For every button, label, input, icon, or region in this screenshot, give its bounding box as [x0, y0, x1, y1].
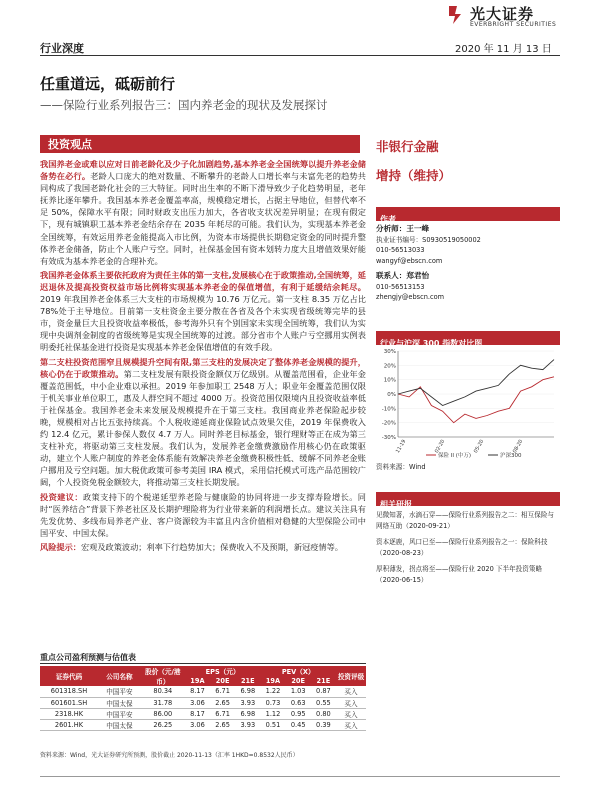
table-header: 股价（元/港币）	[141, 666, 185, 686]
table-cell: 2.65	[210, 719, 235, 730]
sector-rating: 增持（维持）	[376, 168, 452, 183]
brand-name: 光大证券	[470, 5, 535, 23]
x-tick-label: 05-20	[472, 438, 486, 455]
table-cell: 601601.SH	[40, 697, 98, 708]
table-header: 证券代码	[40, 666, 98, 686]
paragraph-3	[40, 356, 366, 489]
table-cell: 2318.HK	[40, 708, 98, 719]
paragraph-5-text: 宏观及政策波动；利率下行趋势加大；保费收入不及预期，新冠疫情等。	[80, 541, 343, 552]
table-title-divider	[40, 663, 366, 664]
doc-type: 行业深度	[40, 42, 84, 55]
paragraph-1	[40, 158, 366, 267]
table-header: 20E	[286, 676, 311, 686]
contact-name: 联系人：郑君怡	[376, 271, 430, 280]
related-bar	[376, 492, 560, 509]
chart-bar	[376, 331, 560, 348]
paragraph-1-text: 老龄人口庞大的绝对数量、不断攀升的老龄人口增长率与未富先老的趋势共同构成了我国老龄化社会的三大特征。同时出生率的不断下滑导致少子化趋势明显，老年抚养比逐年攀升。我国基本养老金覆盖率高，规模稳定增长，占据主导地位，但替代率不足 50%，保障水平有限；同时财政支出压力加大，各省收支状况差异明显；在现有假定下，现有城镇职工基本养老金结余存在 2035 年耗尽的可能。我们认为，实现基本养老金全国统筹，有效运用养老金能提高入市比例，为资本市场提供长期稳定资金的同时提升整体养老金储备，防止个人账户亏空。同时，社保基金国有资本划转力度大且增值效果好能有效成为基本养老金的合理补充。	[40, 171, 366, 266]
x-tick-label: 11-19	[394, 438, 408, 455]
table-cell: 86.00	[141, 708, 185, 719]
table-cell: 买入	[336, 686, 366, 697]
table-cell: 买入	[336, 708, 366, 719]
table-cell: 0.80	[311, 708, 336, 719]
table-header: 21E	[311, 676, 336, 686]
x-tick-label: 08-20	[511, 438, 525, 455]
table-title: 重点公司盈利预测与估值表	[40, 653, 136, 662]
table-cell: 6.98	[235, 708, 260, 719]
table-group-header: PEV（X）	[260, 666, 336, 676]
sector-name: 非银行金融	[376, 139, 439, 154]
analyst-phone: 010-56513033	[376, 246, 425, 254]
report-subtitle: ——保险行业系列报告三：国内养老金的现状及发展探讨	[40, 98, 328, 112]
table-cell: 0.45	[286, 719, 311, 730]
table-header: 19A	[260, 676, 285, 686]
paragraph-3-text: 第二支柱发展有限投资金额仅万亿级别。从覆盖范围看，企业年金覆盖范围低，中小企业难以承担。2019 年参加职工 2548 万人；职业年金覆盖范围仅限于机关事业单位职工，惠及人群空间不超过 4000 万。投资范围仅限境内且投资收益率低于社保基金。我国养老金未来发展及规模提升在于第三支柱。我国商业养老保险起步较晚，规模相对占比五张持续高。个人税收递延商业保险试点效果欠佳，2019 年保费收入约 12.4 亿元，累计参保人数仅 4.7 万人。同时养老目标基金，银行理财等正在成为第三支柱补充，将驱动第三支柱发展。我们认为，发展养老金缴费激励作用核心仍在政策驱动，建立个人账户制度的养老金体系能有效解决养老金缴费积极性低、缓解不同养老金账户挪用及亏空问题。加大税优政策可参考美国 IRA 模式，采用信托模式可选产品范围较广阔，个人投资免税金额较大，将推动第三支柱长期发展。	[40, 368, 366, 488]
table-cell: 3.93	[235, 719, 260, 730]
table-cell: 80.34	[141, 686, 185, 697]
paragraph-5-lead: 风险提示：	[40, 541, 81, 552]
table-cell: 中国平安	[98, 686, 141, 697]
analyst-license: 执业证书编号：S0930519050002	[376, 235, 481, 244]
y-tick-label: 10%	[383, 377, 396, 384]
brand-logo-icon	[447, 4, 467, 26]
table-cell: 1.22	[260, 686, 285, 697]
table-cell: 601318.SH	[40, 686, 98, 697]
table-cell: 0.95	[286, 708, 311, 719]
table-cell: 0.87	[311, 686, 336, 697]
series-line	[398, 377, 554, 423]
table-cell: 中国太保	[98, 697, 141, 708]
analyst-name: 分析师：王一峰	[376, 224, 430, 233]
paragraph-2	[40, 269, 366, 354]
table-header: 投资评级	[336, 666, 366, 686]
author-bar-label: 作者	[380, 215, 396, 224]
related-item[interactable]: 见微知著，水滴石穿——保险行业系列报告之二：相互保险与网络互助（2020-09-21）	[376, 511, 555, 530]
body-text	[40, 158, 366, 553]
related-item[interactable]: 厚积薄发，拐点将至——保险行业 2020 下半年投资策略（2020-06-15）	[376, 565, 543, 584]
contact-email[interactable]: zhengjy@ebscn.com	[376, 293, 445, 301]
paragraph-4-text: 政策支持下的个税递延型养老险与健康险的协同将进一步支撑寿险增长。同时“医养结合”背景下养老社区及长期护理险将为行业带来新的利润增长点。建议关注具有先发优势、多线布局养老产业、客户资源较为丰富且内含价值相对稳健的大型保险公司中国平安、中国太保。	[40, 491, 366, 538]
related-bar-label: 相关研报	[380, 500, 412, 509]
table-group-header: EPS（元）	[185, 666, 261, 676]
table-row	[40, 708, 366, 719]
table-header: 公司名称	[98, 666, 141, 686]
legend-label: 沪深300	[500, 453, 522, 459]
table-cell: 0.73	[260, 697, 285, 708]
table-cell: 6.98	[235, 686, 260, 697]
estimates-table	[40, 666, 366, 731]
legend-label: 保险 II (中万)	[438, 453, 472, 459]
paragraph-1-lead: 我国养老金或难以应对日前老龄化及少子化加剧趋势,基本养老金全国统筹以提升养老金储备势在必行。	[40, 159, 366, 182]
author-block	[376, 224, 560, 303]
contact-phone: 010-56513153	[376, 282, 425, 291]
report-date: 2020 年 11 月 13 日	[455, 44, 552, 55]
table-cell: 8.17	[185, 686, 210, 697]
table-cell: 买入	[336, 697, 366, 708]
table-cell: 0.63	[286, 697, 311, 708]
chart-bar-label: 行业与沪深 300 指数对比图	[380, 339, 483, 348]
paragraph-4	[40, 491, 366, 539]
paragraph-2-text: 2019 年我国养老金体系三大支柱的市场规模为 10.76 万亿元。第一支柱 8.35 万亿占比 78%处于主导地位。目前第一支柱资金主要分散在各省及各个未实现省级统筹完毕的县市，资金量巨大且投资收益率极低，参考海外只有个别国家未实现全国统筹，我们认为实现中央调剂金制度的省级统筹是实现全国统筹的过渡。部分省市个人账户亏空挪用实例表明委托社保基金进行投资是实现基本养老金保值增值的有效手段。	[40, 294, 366, 353]
paragraph-4-lead: 投资建议：	[40, 491, 83, 502]
header-divider	[40, 55, 560, 56]
table-cell: 中国平安	[98, 708, 141, 719]
table-cell: 0.51	[260, 719, 285, 730]
table-row	[40, 686, 366, 697]
y-tick-label: 0%	[387, 392, 396, 398]
x-tick-label: 02-20	[433, 438, 447, 455]
table-header: 21E	[235, 676, 260, 686]
table-row	[40, 719, 366, 730]
table-cell: 3.93	[235, 697, 260, 708]
table-cell: 0.55	[311, 697, 336, 708]
paragraph-2-lead: 我国养老金体系主要依托政府为责任主体的第一支柱,发展核心在于政策推动,全国统筹，延迟退休及提高投资权益市场比例将实现基本养老金的保值增值，有利于延缓结余耗尽。	[40, 269, 366, 292]
table-header: 19A	[185, 676, 210, 686]
table-cell: 8.17	[185, 708, 210, 719]
table-note: 资料来源：Wind，光大证券研究所预测，股价截止 2020-11-13（汇率 1HKD=0.8532人民币）	[40, 752, 299, 759]
y-tick-label: 30%	[383, 349, 396, 355]
table-cell: 0.39	[311, 719, 336, 730]
author-bar	[376, 207, 560, 224]
footer-divider	[40, 776, 560, 777]
table-cell: 中国太保	[98, 719, 141, 730]
table-cell: 1.12	[260, 708, 285, 719]
table-body	[40, 686, 366, 730]
index-comparison-chart	[376, 345, 560, 460]
y-tick-label: 20%	[383, 363, 396, 370]
table-header: 20E	[210, 676, 235, 686]
y-tick-label: -20%	[381, 420, 396, 427]
table-cell: 买入	[336, 719, 366, 730]
y-tick-label: -10%	[381, 406, 396, 413]
table-cell: 31.78	[141, 697, 185, 708]
table-cell: 1.03	[286, 686, 311, 697]
chart-source: 资料来源：Wind	[376, 463, 426, 471]
table-cell: 2601.HK	[40, 719, 98, 730]
analyst-email[interactable]: wangyf@ebscn.com	[376, 256, 443, 265]
series-line	[398, 360, 554, 406]
paragraph-5	[40, 541, 366, 553]
table-row	[40, 697, 366, 708]
table-cell: 6.71	[210, 686, 235, 697]
table-cell: 2.65	[210, 697, 235, 708]
table-cell: 26.25	[141, 719, 185, 730]
related-list	[376, 510, 560, 585]
table-cell: 3.06	[185, 697, 210, 708]
y-tick-label: -30%	[381, 435, 396, 441]
brand-name-en: EVERBRIGHT SECURITIES	[470, 21, 557, 28]
table-cell: 6.71	[210, 708, 235, 719]
related-item[interactable]: 资本逐鹿，风口已至——保险行业系列报告之一：保险科技（2020-08-23）	[376, 538, 548, 557]
table-cell: 3.06	[185, 719, 210, 730]
section-label: 投资观点	[48, 138, 92, 151]
report-title: 任重道远，砥砺前行	[40, 75, 176, 93]
paragraph-3-lead: 第二支柱投资范围窄且规模提升空间有限,第三支柱的发展决定了整体养老金规模的提升，核心仍在于政策推动。	[40, 356, 366, 379]
